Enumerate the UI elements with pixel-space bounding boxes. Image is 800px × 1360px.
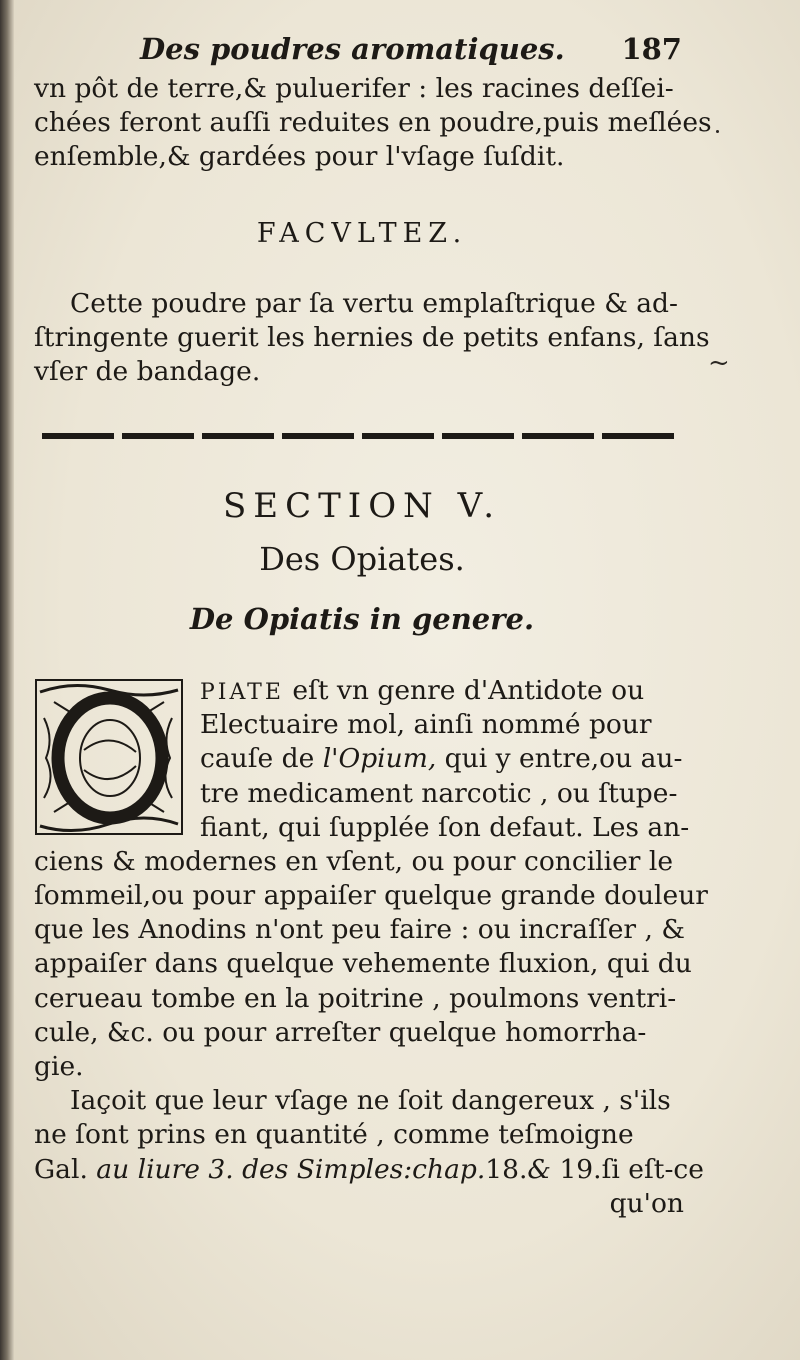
facultez-paragraph bbox=[34, 287, 710, 390]
opium-word: l'Opium, bbox=[322, 743, 437, 775]
latin-title: De Opiatis in genere. bbox=[189, 601, 535, 636]
catchword: qu'on bbox=[609, 1187, 684, 1219]
running-title: Des poudres aromatiques. bbox=[140, 32, 565, 66]
text-line: appaiſer dans quelque vehemente fluxion, qui du bbox=[34, 948, 692, 980]
page-number: 187 bbox=[621, 32, 682, 66]
facultez-heading: FACVLTEZ. bbox=[256, 217, 468, 249]
closing-paragraph bbox=[34, 1084, 704, 1221]
text-line: chées feront auſſi reduites en poudre,puis meſlées bbox=[34, 107, 712, 139]
text-line: vn pôt de terre,& puluerifer : les racines deſſei- bbox=[34, 73, 674, 104]
text-line: tre medicament narcotic , ou ſtupe- bbox=[200, 777, 678, 809]
text-line: PIATE eſt vn genre d'Antidote ou bbox=[200, 674, 645, 706]
text-line: ne ſont prins en quantité , comme teſmoigne bbox=[34, 1119, 634, 1151]
text-line: Electuaire mol, ainſi nommé pour bbox=[200, 709, 652, 741]
text-line: enſemble,& gardées pour l'vſage ſuſdit. bbox=[34, 141, 565, 173]
text-line: que les Anodins n'ont peu faire : ou incraſſer , & bbox=[34, 914, 685, 946]
text-line: Iaçoit que leur vſage ne ſoit dangereux , s'ils bbox=[70, 1085, 671, 1117]
text-line: cauſe de l'Opium, qui y entre,ou au- bbox=[200, 743, 683, 775]
text-line: Cette poudre par ſa vertu emplaſtrique & ad- bbox=[70, 287, 678, 319]
book-gutter bbox=[0, 0, 14, 1360]
text-line: cule, &c. ou pour arreſter quelque homorrha- bbox=[34, 1016, 647, 1048]
text-line: fiant, qui ſupplée ſon defaut. Les an- bbox=[200, 811, 690, 843]
text-line: ciens & modernes en vſent, ou pour concilier le bbox=[34, 845, 674, 877]
text-line: vſer de bandage. bbox=[34, 356, 261, 388]
margin-speck bbox=[716, 130, 719, 133]
margin-mark: ~ bbox=[708, 348, 730, 378]
top-paragraph bbox=[34, 72, 712, 175]
opening-word: PIATE bbox=[200, 679, 284, 705]
text-line: ſtringente guerit les hernies de petits enfans, ſans bbox=[34, 321, 710, 353]
page-content bbox=[34, 28, 712, 1221]
text-line: ſommeil,ou pour appaiſer quelque grande douleur bbox=[34, 880, 708, 912]
text-line: gie. bbox=[34, 1051, 84, 1082]
ornamental-dropcap-icon bbox=[34, 678, 184, 836]
citation: au liure 3. des Simples:chap. bbox=[87, 1153, 486, 1185]
section-divider-rule bbox=[42, 433, 682, 439]
opening-paragraph bbox=[34, 674, 708, 1084]
page-header bbox=[34, 28, 690, 72]
section-subtitle: Des Opiates. bbox=[259, 539, 465, 578]
text-line: Gal. au liure 3. des Simples:chap.18.& 19.ſi eſt-ce bbox=[34, 1153, 704, 1185]
galen-abbrev: Gal. bbox=[34, 1153, 88, 1185]
section-title: SECTION V. bbox=[222, 486, 502, 527]
text-line: cerueau tombe en la poitrine , poulmons ventri- bbox=[34, 982, 677, 1014]
